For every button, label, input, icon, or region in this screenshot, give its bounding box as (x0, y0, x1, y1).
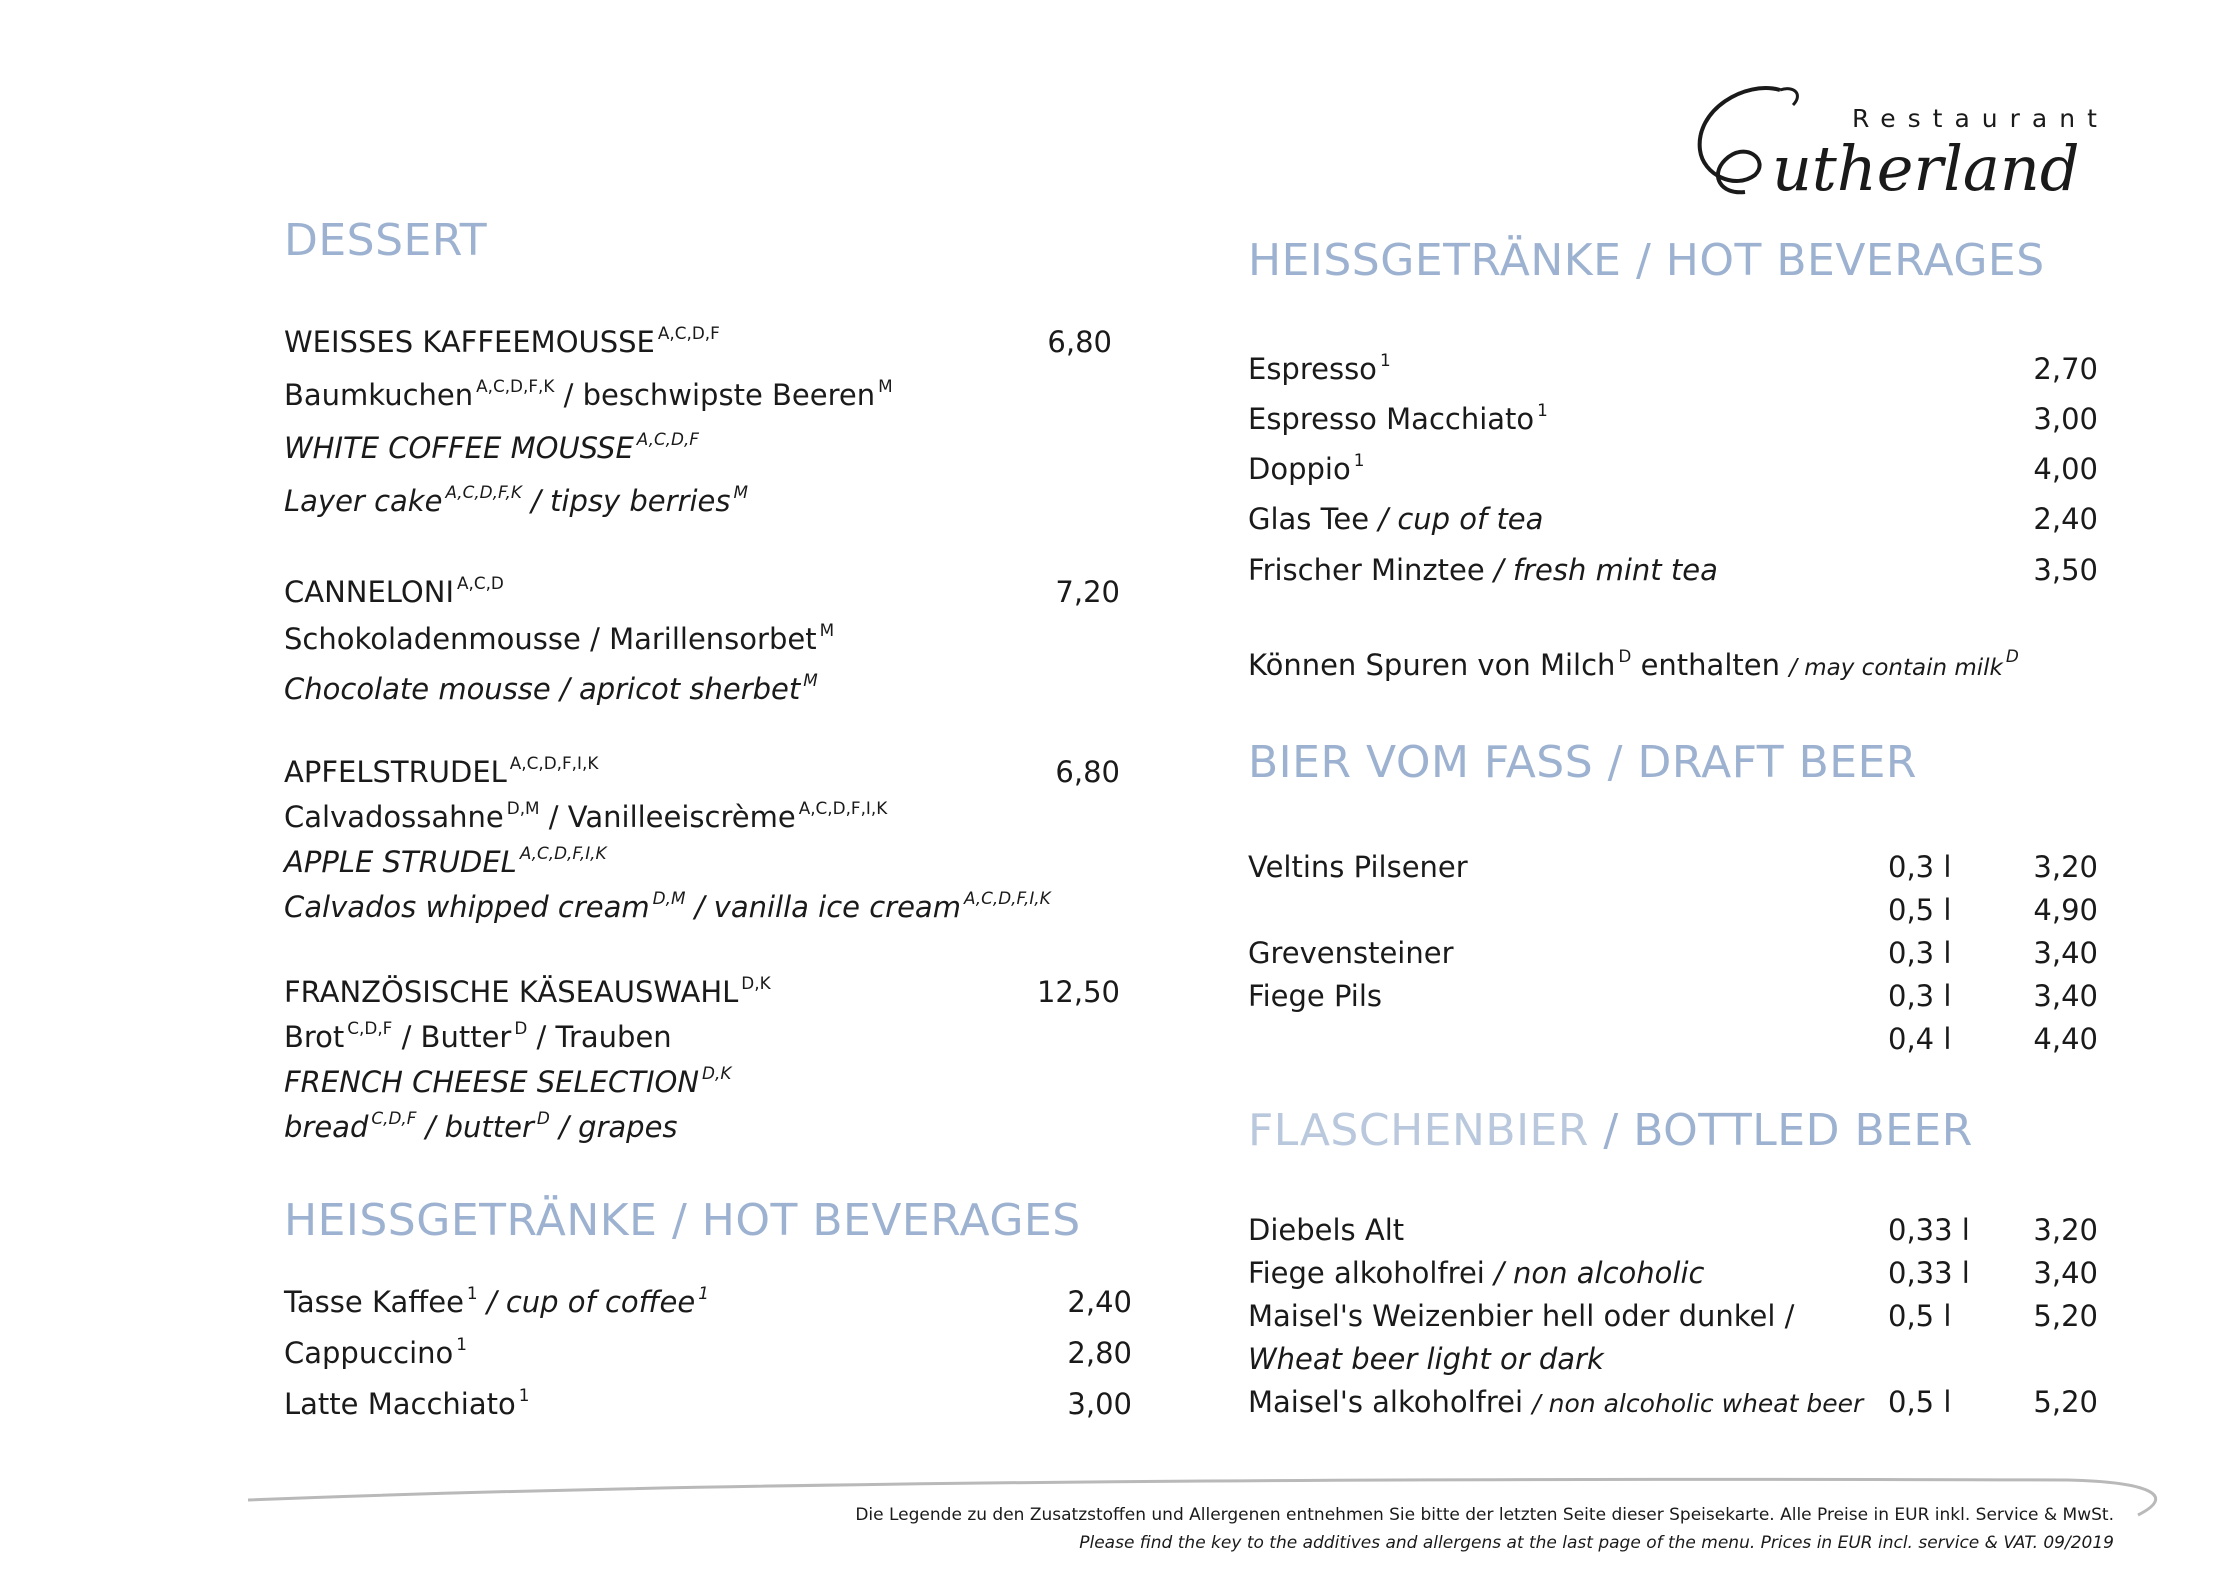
hot-beverage-name: Frischer Minztee / fresh mint tea (1248, 553, 1718, 587)
dessert-item-price: 12,50 (1036, 975, 1120, 1009)
beer-name-en: Wheat beer light or dark (1248, 1342, 1604, 1376)
beer-size: 0,5 l (1888, 893, 1952, 927)
dessert-item-en: Chocolate mousse / apricot sherbet $^M$ (284, 670, 818, 706)
hot-beverage-price: 2,80 (1067, 1336, 1132, 1370)
beer-size: 0,5 l (1888, 1299, 1952, 1333)
beer-name: Maisel's alkoholfrei / non alcoholic wheat beer (1248, 1385, 1864, 1419)
beer-name: Diebels Alt (1248, 1213, 1405, 1247)
bottled-beer-heading: FLASCHENBIER / BOTTLED BEER (1248, 1105, 1973, 1156)
beer-size: 0,3 l (1888, 979, 1952, 1013)
dessert-item-en: WHITE COFFEE MOUSSE $^{A,C,D,F}$ (284, 429, 699, 465)
hot-beverage-price: 4,00 (2033, 452, 2098, 486)
beer-name: Maisel's Weizenbier hell oder dunkel / (1248, 1299, 1795, 1333)
hot-beverages-heading: HEISSGETRÄNKE / HOT BEVERAGES (1248, 235, 2045, 286)
beer-name: Grevensteiner (1248, 936, 1454, 970)
dessert-item-desc: Baumkuchen $^{A,C,D,F,K}$ / beschwipste Beeren $^M$ (284, 376, 893, 412)
beer-size: 0,5 l (1888, 1385, 1952, 1419)
hot-beverage-price: 3,00 (1067, 1387, 1132, 1421)
beer-price: 3,40 (2033, 979, 2098, 1013)
beer-price: 3,40 (2033, 936, 2098, 970)
dessert-item-desc: Calvadossahne $^{D,M}$ / Vanilleeiscrème $^{A,C,D,F,I,K}$ (284, 798, 888, 834)
dessert-heading: DESSERT (284, 215, 488, 266)
beer-size: 0,3 l (1888, 936, 1952, 970)
dessert-item-price: 6,80 (1055, 755, 1120, 789)
beer-name: Fiege alkoholfrei / non alcoholic (1248, 1256, 1705, 1290)
beer-name: Fiege Pils (1248, 979, 1383, 1013)
hot-beverage-name: Tasse Kaffee $^1$ / cup of coffee $^1$ (284, 1283, 709, 1319)
hot-beverage-name: Espresso Macchiato $^1$ (1248, 400, 1548, 436)
footer-legend-en: Please find the key to the additives and allergens at the last page of the menu. Prices in EUR incl. service & VAT. 09/2019 (1079, 1533, 2114, 1553)
hot-beverage-price: 3,50 (2033, 553, 2098, 587)
beer-price: 3,20 (2033, 850, 2098, 884)
dessert-item-name: CANNELONI $^{A,C,D}$ (284, 573, 504, 609)
dessert-item-en-desc: Layer cake $^{A,C,D,F,K}$ / tipsy berries $^M$ (284, 482, 748, 518)
beer-price: 3,20 (2033, 1213, 2098, 1247)
beer-price: 5,20 (2033, 1299, 2098, 1333)
beer-size: 0,33 l (1888, 1213, 1970, 1247)
logo-restaurant-text: Restaurant (1852, 104, 2109, 133)
hot-beverage-price: 2,40 (2033, 502, 2098, 536)
milk-note: Können Spuren von Milch $^D$ enthalten / may contain milk $^D$ (1248, 646, 2019, 682)
dessert-item-name: WEISSES KAFFEEMOUSSE $^{A,C,D,F}$ (284, 323, 720, 359)
beer-size: 0,33 l (1888, 1256, 1970, 1290)
beer-name: Veltins Pilsener (1248, 850, 1468, 884)
hot-beverage-name: Latte Macchiato $^1$ (284, 1385, 530, 1421)
dessert-item-en: APPLE STRUDEL $^{A,C,D,F,I,K}$ (284, 843, 607, 879)
dessert-item-price: 6,80 (1047, 325, 1112, 359)
footer-legend-de: Die Legende zu den Zusatzstoffen und Allergenen entnehmen Sie bitte der letzten Seite dieser Speisekarte. Alle Preise in EUR inkl. Service & MwSt. (855, 1505, 2114, 1525)
dessert-item-en-desc: Calvados whipped cream $^{D,M}$ / vanilla ice cream $^{A,C,D,F,I,K}$ (284, 888, 1051, 924)
dessert-item-desc: Schokoladenmousse / Marillensorbet $^M$ (284, 620, 835, 656)
dessert-item-name: FRANZÖSISCHE KÄSEAUSWAHL $^{D,K}$ (284, 973, 771, 1009)
beer-price: 4,90 (2033, 893, 2098, 927)
logo-name-text: utherland (1772, 132, 2080, 205)
draft-beer-heading: BIER VOM FASS / DRAFT BEER (1248, 737, 1917, 788)
hot-beverage-name: Espresso $^1$ (1248, 350, 1391, 386)
hot-beverage-name: Glas Tee / cup of tea (1248, 502, 1544, 536)
hot-beverage-price: 3,00 (2033, 402, 2098, 436)
hot-beverage-price: 2,40 (1067, 1285, 1132, 1319)
dessert-item-en: FRENCH CHEESE SELECTION $^{D,K}$ (284, 1063, 732, 1099)
dessert-item-desc: Brot $^{C,D,F}$ / Butter $^D$ / Trauben (284, 1018, 672, 1054)
beer-price: 5,20 (2033, 1385, 2098, 1419)
dessert-item-price: 7,20 (1055, 575, 1120, 609)
hot-beverage-price: 2,70 (2033, 352, 2098, 386)
dessert-item-name: APFELSTRUDEL $^{A,C,D,F,I,K}$ (284, 753, 599, 789)
hot-beverage-name: Cappuccino $^1$ (284, 1334, 467, 1370)
beer-price: 3,40 (2033, 1256, 2098, 1290)
dessert-item-en-desc: bread $^{C,D,F}$ / butter $^D$ / grapes (284, 1108, 678, 1144)
beer-price: 4,40 (2033, 1022, 2098, 1056)
hot-beverages-heading: HEISSGETRÄNKE / HOT BEVERAGES (284, 1195, 1081, 1246)
beer-size: 0,4 l (1888, 1022, 1952, 1056)
hot-beverage-name: Doppio $^1$ (1248, 450, 1365, 486)
beer-size: 0,3 l (1888, 850, 1952, 884)
